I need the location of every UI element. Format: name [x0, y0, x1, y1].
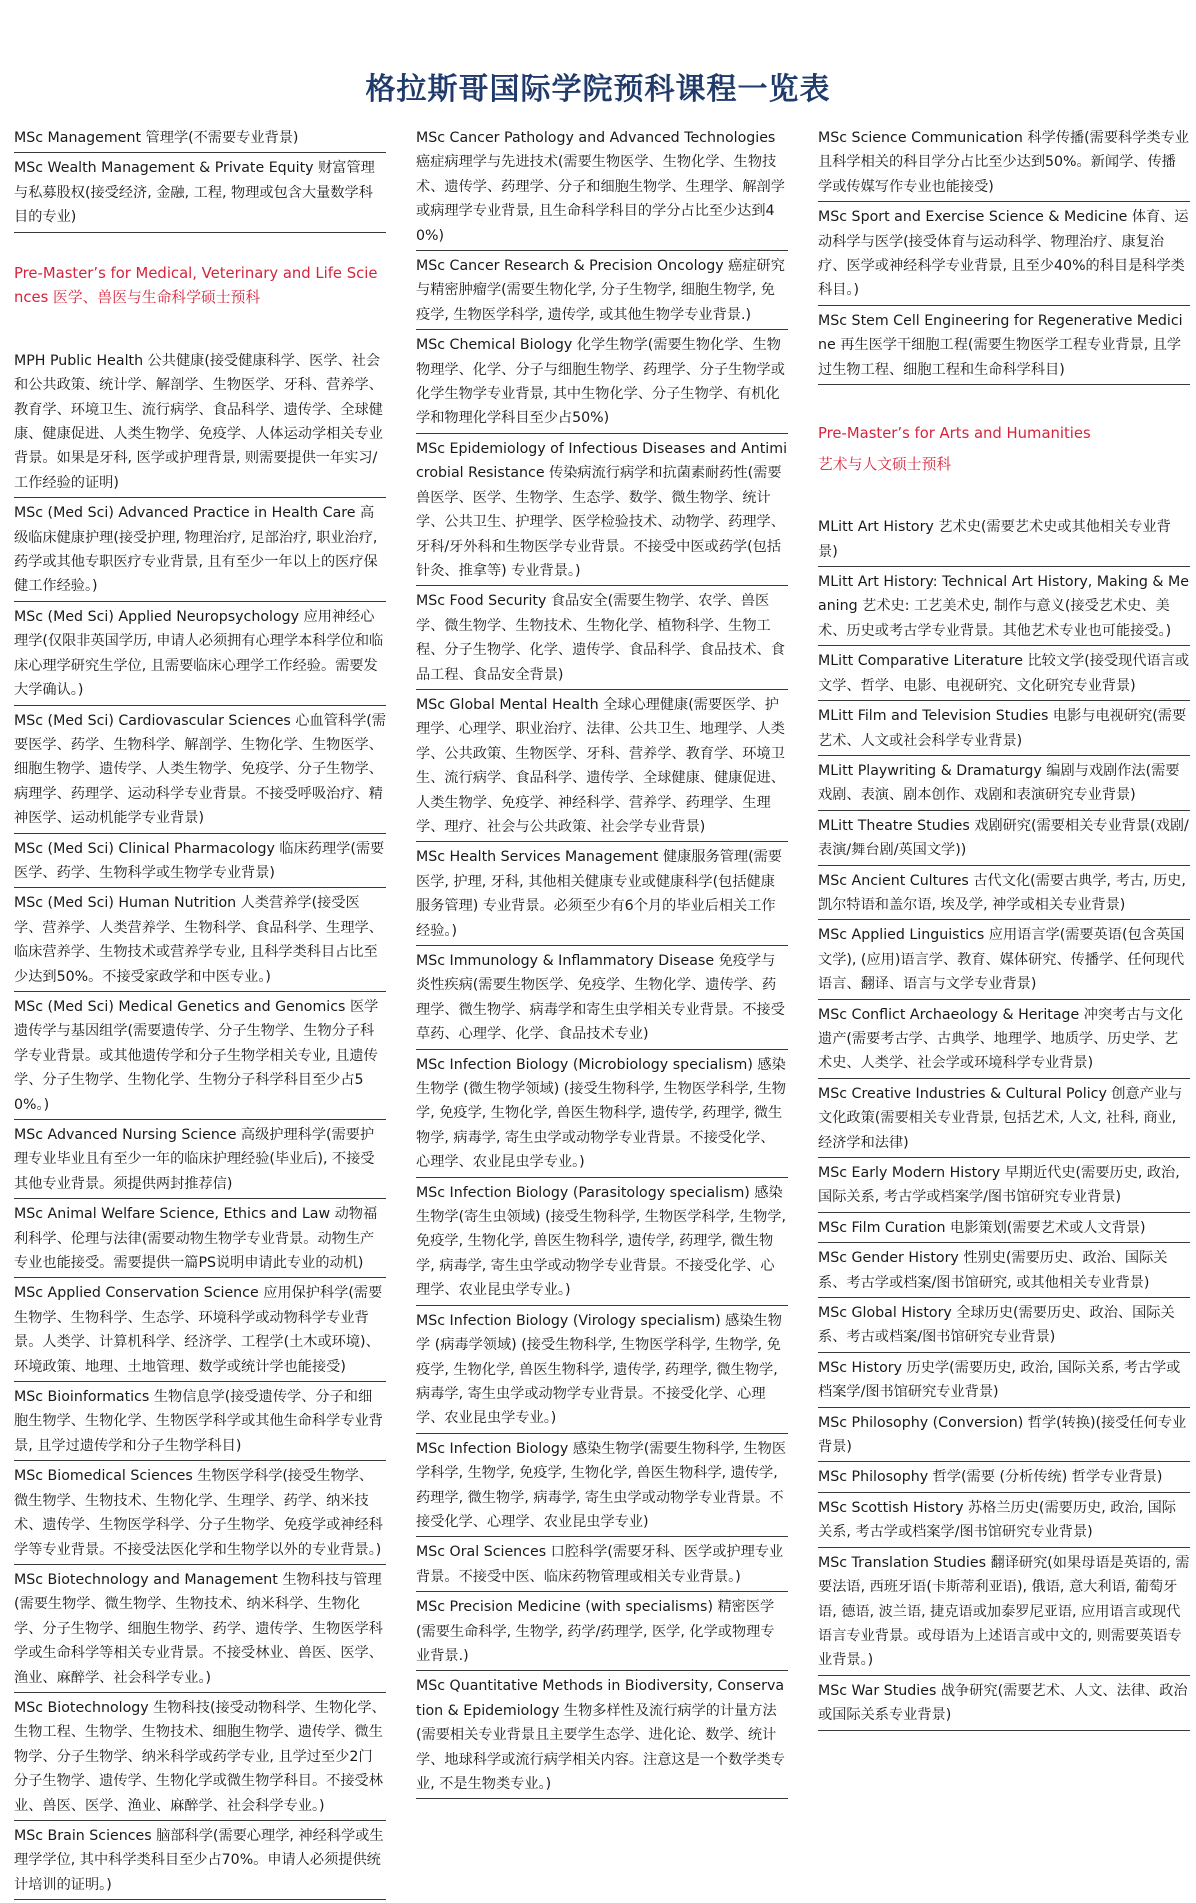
- course-entry: MSc Wealth Management & Private Equity 财富管理与私募股权(接受经济, 金融, 工程, 物理或包含大量数学科目的专业): [14, 156, 386, 232]
- course-entry: MSc Brain Sciences 脑部科学(需要心理学, 神经科学或生理学学位, 其中科学类科目至少占70%。申请人必须提供统计培训的证明。): [14, 1824, 386, 1900]
- course-entry: MSc Scottish History 苏格兰历史(需要历史, 政治, 国际关系, 考古学或档案学/图书馆研究专业背景): [818, 1496, 1190, 1548]
- course-entry: MSc Advanced Nursing Science 高级护理科学(需要护理专业毕业且有至少一年的临床护理经验(毕业后), 不接受其他专业背景。须提供两封推荐信): [14, 1123, 386, 1199]
- course-entry: MSc Immunology & Inflammatory Disease 免疫学与炎性疾病(需要生物医学、免疫学、生物化学、遗传学、药理学、微生物学、病毒学和寄生虫学相关专业背景。不接受草药、心理学、化学、食品技术专业): [416, 949, 788, 1050]
- course-entry: MSc (Med Sci) Human Nutrition 人类营养学(接受医学、营养学、人类营养学、生物科学、食品科学、生理学、临床营养学、生物技术或营养学专业, 且科学类科目占比至少达到50%。不接受家政学和中医专业。): [14, 891, 386, 992]
- course-entry: MSc (Med Sci) Cardiovascular Sciences 心血管科学(需要医学、药学、生物科学、解剖学、生物化学、生物医学、细胞生物学、遗传学、人类生物学、免疫学、分子生物学、病理学、药理学、运动科学专业背景。不接受呼吸治疗、精神医学、运动机能学专业背景): [14, 709, 386, 834]
- course-entry: MSc Applied Linguistics 应用语言学(需要英语(包含英国文学), (应用)语言学、教育、媒体研究、传播学、任何现代语言、翻译、语言与文学专业背景): [818, 923, 1190, 999]
- page-title: 格拉斯哥国际学院预科课程一览表: [365, 72, 831, 107]
- course-entry: MSc Conflict Archaeology & Heritage 冲突考古与文化遗产(需要考古学、古典学、地理学、地质学、历史学、艺术史、人类学、社会学或环境科学专业背景): [818, 1003, 1190, 1079]
- course-entry: MSc Cancer Research & Precision Oncology 癌症研究与精密肿瘤学(需要生物化学, 分子生物学, 细胞生物学, 免疫学, 生物医学科学, 遗传学, 或其他生物学专业背景.): [416, 254, 788, 330]
- course-entry: MSc Cancer Pathology and Advanced Technologies 癌症病理学与先进技术(需要生物医学、生物化学、生物技术、遗传学、药理学、分子和细胞生物学、生理学、解剖学或病理学专业背景, 且生命科学科目的学分占比至少达到40%): [416, 126, 788, 251]
- course-entry: MSc Health Services Management 健康服务管理(需要医学, 护理, 牙科, 其他相关健康专业或健康科学(包括健康服务管理) 专业背景。必须至少有6个月的毕业后相关工作经验。): [416, 845, 788, 946]
- section-arts-line-2: 艺术与人文硕士预科: [818, 455, 952, 473]
- course-entry: MSc Biotechnology 生物科技(接受动物科学、生物化学、生物工程、生物学、生物技术、细胞生物学、遗传学、微生物学、分子生物学、纳米科学或药学专业, 且学过至少2门分子生物学、遗传学、生物化学或微生物学科目。不接受林业、兽医、医学、渔业、麻醉学、社会科学专业。): [14, 1696, 386, 1821]
- section-heading-arts: [818, 422, 1190, 477]
- course-entry: MSc Animal Welfare Science, Ethics and Law 动物福利科学、伦理与法律(需要动物生物学专业背景。动物生产专业也能接受。需要提供一篇PS说明申请此专业的动机): [14, 1202, 386, 1278]
- course-entry: MSc (Med Sci) Medical Genetics and Genomics 医学遗传学与基因组学(需要遗传学、分子生物学、生物分子科学专业背景。或其他遗传学和分子生物学相关专业, 且遗传学、分子生物学、生物化学、生物分子科学科目至少占50%。): [14, 995, 386, 1120]
- course-entry: MSc Infection Biology (Parasitology specialism) 感染生物学(寄生虫领域) (接受生物科学, 生物医学科学, 生物学, 免疫学, 生物化学, 兽医生物科学, 遗传学, 药理学, 微生物学, 病毒学, 寄生虫学或动物学专业背景。不接受化学、心理学、农业昆虫学专业。): [416, 1181, 788, 1306]
- course-entry: MSc Ancient Cultures 古代文化(需要古典学, 考古, 历史, 凯尔特语和盖尔语, 埃及学, 神学或相关专业背景): [818, 869, 1190, 921]
- course-entry: MSc Film Curation 电影策划(需要艺术或人文背景): [818, 1216, 1190, 1243]
- course-entry: MLitt Film and Television Studies 电影与电视研究(需要艺术、人文或社会科学专业背景): [818, 704, 1190, 756]
- column-2: [416, 126, 788, 1802]
- course-entry: MLitt Art History: Technical Art History, Making & Meaning 艺术史: 工艺美术史, 制作与意义(接受艺术史、美术、历史或考古学专业背景。其他艺术专业也可能接受。): [818, 570, 1190, 646]
- course-entry: MPH Public Health 公共健康(接受健康科学、医学、社会和公共政策、统计学、解剖学、生物医学、牙科、营养学、教育学、环境卫生、流行病学、食品科学、遗传学、全球健康、健康促进、人类生物学、免疫学、人体运动学相关专业背景。如果是牙科, 医学或护理背景, 则需要提供一年实习/工作经验的证明): [14, 349, 386, 498]
- section-arts-line-1: Pre-Master’s for Arts and Humanities: [818, 425, 1091, 443]
- course-entry: MSc (Med Sci) Clinical Pharmacology 临床药理学(需要医学、药学、生物科学或生物学专业背景): [14, 837, 386, 889]
- course-entry: MLitt Playwriting & Dramaturgy 编剧与戏剧作法(需要戏剧、表演、剧本创作、戏剧和表演研究专业背景): [818, 759, 1190, 811]
- course-entry: MSc Translation Studies 翻译研究(如果母语是英语的, 需要法语, 西班牙语(卡斯蒂利亚语), 俄语, 意大利语, 葡萄牙语, 德语, 波兰语, 捷克语或加泰罗尼亚语, 应用语言或现代语言专业背景。或母语为上述语言或中文的, 则需要英语专业背景。): [818, 1551, 1190, 1676]
- course-entry: MSc War Studies 战争研究(需要艺术、人文、法律、政治或国际关系专业背景): [818, 1679, 1190, 1731]
- course-entry: MSc Sport and Exercise Science & Medicine 体育、运动科学与医学(接受体育与运动科学、物理治疗、康复治疗、医学或神经科学专业背景, 且至少40%的科目是科学类科目。): [818, 205, 1190, 306]
- section-heading-medical: Pre-Master’s for Medical, Veterinary and Life Sciences 医学、兽医与生命科学硕士预科: [14, 264, 378, 307]
- course-entry: MSc Early Modern History 早期近代史(需要历史, 政治, 国际关系, 考古学或档案学/图书馆研究专业背景): [818, 1161, 1190, 1213]
- course-entry: MSc Philosophy (Conversion) 哲学(转换)(接受任何专业背景): [818, 1411, 1190, 1463]
- course-entry: MSc (Med Sci) Advanced Practice in Health Care 高级临床健康护理(接受护理, 物理治疗, 足部治疗, 职业治疗, 药学或其他专职医疗专业背景, 且有至少一年以上的医疗保健工作经验。): [14, 501, 386, 602]
- course-entry: MSc Biotechnology and Management 生物科技与管理(需要生物学、微生物学、生物技术、纳米科学、生物化学、分子生物学、细胞生物学、药学、遗传学、生物医学科学或生命科学等相关专业背景。不接受林业、兽医、医学、渔业、麻醉学、社会科学专业。): [14, 1568, 386, 1693]
- course-entry: MSc Science Communication 科学传播(需要科学类专业且科学相关的科目学分占比至少达到50%。新闻学、传播学或传媒写作专业也能接受): [818, 126, 1190, 202]
- course-entry: MSc Global History 全球历史(需要历史、政治、国际关系、考古或档案/图书馆研究专业背景): [818, 1301, 1190, 1353]
- course-entry: MSc Philosophy 哲学(需要 (分析传统) 哲学专业背景): [818, 1465, 1190, 1492]
- course-entry: MSc Stem Cell Engineering for Regenerative Medicine 再生医学干细胞工程(需要生物医学工程专业背景, 且学过生物工程、细胞工程和生命科学科目): [818, 309, 1190, 385]
- course-entry: MSc Epidemiology of Infectious Diseases and Antimicrobial Resistance 传染病流行病学和抗菌素耐药性(需要兽医学、医学、生物学、生态学、数学、微生物学、统计学、公共卫生、护理学、医学检验技术、动物学、药理学、牙科/牙外科和生物医学专业背景。不接受中医或药学(包括针灸、推拿等) 专业背景。): [416, 437, 788, 586]
- column-3: [818, 126, 1190, 1734]
- course-entry: MSc Creative Industries & Cultural Policy 创意产业与文化政策(需要相关专业背景, 包括艺术, 人文, 社科, 商业, 经济学和法律): [818, 1082, 1190, 1158]
- course-entry: MLitt Art History 艺术史(需要艺术史或其他相关专业背景): [818, 515, 1190, 567]
- course-entry: MSc Food Security 食品安全(需要生物学、农学、兽医学、微生物学、生物技术、生物化学、植物科学、生物工程、分子生物学、化学、遗传学、食品科学、食品技术、食品工程、食品安全背景): [416, 589, 788, 690]
- course-entry: MSc Gender History 性别史(需要历史、政治、国际关系、考古学或档案/图书馆研究, 或其他相关专业背景): [818, 1246, 1190, 1298]
- course-entry: MSc Oral Sciences 口腔科学(需要牙科、医学或护理专业背景。不接受中医、临床药物管理或相关专业背景。): [416, 1540, 788, 1592]
- course-entry: MSc Infection Biology (Virology specialism) 感染生物学 (病毒学领域) (接受生物科学, 生物医学科学, 生物学, 免疫学, 生物化学, 兽医生物科学, 遗传学, 药理学, 微生物学, 病毒学, 寄生虫学或动物学专业背景。不接受化学、心理学、农业昆虫学专业。): [416, 1309, 788, 1434]
- course-entry: MLitt Theatre Studies 戏剧研究(需要相关专业背景(戏剧/表演/舞台剧/英国文学)): [818, 814, 1190, 866]
- course-entry: MSc Quantitative Methods in Biodiversity, Conservation & Epidemiology 生物多样性及流行病学的计量方法(需要相关专业背景且主要学生态学、进化论、数学、统计学、地球科学或流行病学相关内容。注意这是一个数学类专业, 不是生物类专业。): [416, 1674, 788, 1799]
- course-entry: MLitt Comparative Literature 比较文学(接受现代语言或文学、哲学、电影、电视研究、文化研究专业背景): [818, 649, 1190, 701]
- course-entry: MSc Chemical Biology 化学生物学(需要生物化学、生物物理学、化学、分子与细胞生物学、药理学、分子生物学或化学生物学专业背景, 其中生物化学、分子生物学、有机化学和物理化学科目至少占50%): [416, 333, 788, 434]
- course-entry: MSc Applied Conservation Science 应用保护科学(需要生物学、生物科学、生态学、环境科学或动物科学专业背景。人类学、计算机科学、经济学、工程学(土木或环境)、环境政策、地理、土地管理、数学或统计学也能接受): [14, 1281, 386, 1382]
- course-entry: MSc History 历史学(需要历史, 政治, 国际关系, 考古学或档案学/图书馆研究专业背景): [818, 1356, 1190, 1408]
- course-entry: MSc Infection Biology 感染生物学(需要生物科学, 生物医学科学, 生物学, 免疫学, 生物化学, 兽医生物科学, 遗传学, 药理学, 微生物学, 病毒学, 寄生虫学或动物学专业背景。不接受化学、心理学、农业昆虫学专业): [416, 1437, 788, 1538]
- course-entry: MSc Infection Biology (Microbiology specialism) 感染生物学 (微生物学领域) (接受生物科学, 生物医学科学, 生物学, 免疫学, 生物化学, 兽医生物科学, 遗传学, 药理学, 微生物学, 病毒学, 寄生虫学或动物学专业背景。不接受化学、心理学、农业昆虫学专业。): [416, 1053, 788, 1178]
- column-1: [14, 126, 386, 1903]
- course-entry: MSc Global Mental Health 全球心理健康(需要医学、护理学、心理学、职业治疗、法律、公共卫生、地理学、人类学、公共政策、生物医学、牙科、营养学、教育学、环境卫生、流行病学、食品科学、遗传学、全球健康、健康促进、人类生物学、免疫学、神经科学、营养学、药理学、生理学、理疗、社会与公共政策、社会学专业背景): [416, 693, 788, 842]
- course-entry: MSc (Med Sci) Applied Neuropsychology 应用神经心理学(仅限非英国学历, 申请人必须拥有心理学本科学位和临床心理学研究生学位, 且需要临床心理学工作经验。需要发大学确认。): [14, 605, 386, 706]
- course-entry: MSc Biomedical Sciences 生物医学科学(接受生物学、微生物学、生物技术、生物化学、生理学、药学、纳米技术、遗传学、生物医学科学、分子生物学、免疫学或神经科学等专业背景。不接受法医化学和生物学以外的专业背景。): [14, 1464, 386, 1565]
- course-entry: MSc Management 管理学(不需要专业背景): [14, 126, 386, 153]
- course-entry: MSc Bioinformatics 生物信息学(接受遗传学、分子和细胞生物学、生物化学、生物医学科学或其他生命科学专业背景, 且学过遗传学和分子生物学科目): [14, 1385, 386, 1461]
- course-entry: MSc Precision Medicine (with specialisms) 精密医学 (需要生命科学, 生物学, 药学/药理学, 医学, 化学或物理专业背景.): [416, 1595, 788, 1671]
